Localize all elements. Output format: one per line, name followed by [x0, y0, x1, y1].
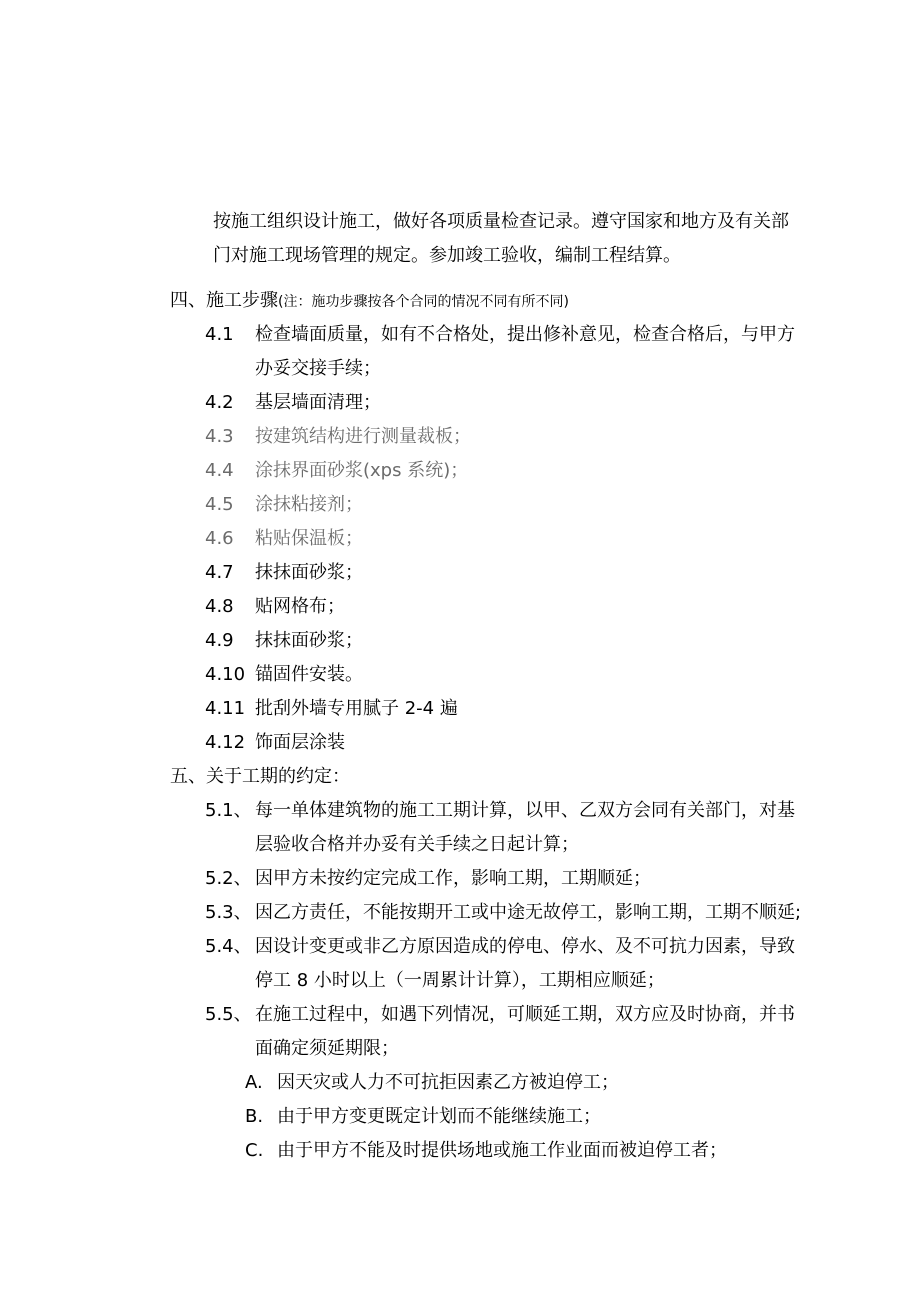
item-text: 每一单体建筑物的施工工期计算，以甲、乙双方会同有关部门，对基	[255, 800, 795, 821]
item-text: 因乙方责任，不能按期开工或中途无故停工，影响工期，工期不顺延;	[255, 902, 802, 923]
step-number: 4.12	[205, 732, 246, 753]
step-number: 4.7	[205, 562, 234, 583]
step-text: 批刮外墙专用腻子 2-4 遍	[255, 698, 458, 719]
step-4-3	[205, 426, 471, 448]
subitem-c	[245, 1140, 727, 1162]
subitem-text: 由于甲方不能及时提供场地或施工作业面而被迫停工者；	[277, 1140, 727, 1161]
step-number: 4.9	[205, 630, 234, 651]
item-number: 5.2、	[205, 868, 252, 889]
step-text: 饰面层涂装	[255, 732, 345, 753]
step-number: 4.11	[205, 698, 246, 719]
subitem-letter: A.	[245, 1072, 263, 1093]
step-text: 抹抹面砂浆；	[255, 562, 363, 583]
intro-line-1: 按施工组织设计施工，做好各项质量检查记录。遵守国家和地方及有关部	[213, 211, 789, 232]
step-text: 检查墙面质量，如有不合格处，提出修补意见，检查合格后，与甲方	[255, 324, 795, 345]
item-5-5-continuation: 面确定须延期限；	[255, 1038, 399, 1059]
step-4-4	[205, 460, 468, 482]
step-4-2	[205, 392, 381, 414]
item-5-2	[205, 868, 651, 890]
item-number: 5.5、	[205, 1004, 252, 1025]
subitem-letter: B.	[245, 1106, 264, 1127]
subitem-text: 因天灾或人力不可抗拒因素乙方被迫停工；	[277, 1072, 619, 1093]
intro-line-2: 门对施工现场管理的规定。参加竣工验收，编制工程结算。	[213, 245, 681, 266]
step-number: 4.10	[205, 664, 246, 685]
step-4-10	[205, 664, 363, 686]
step-4-9	[205, 630, 363, 652]
step-number: 4.2	[205, 392, 234, 413]
item-number: 5.3、	[205, 902, 252, 923]
item-5-4-continuation: 停工 8 小时以上（一周累计计算），工期相应顺延；	[255, 970, 665, 991]
section-4-note: (注：施功步骤按各个合同的情况不同有所不同)	[278, 294, 569, 310]
subitem-letter: C.	[245, 1140, 264, 1161]
step-4-7	[205, 562, 363, 584]
step-text: 抹抹面砂浆；	[255, 630, 363, 651]
section-4-title: 四、施工步骤	[170, 290, 278, 311]
step-text: 涂抹界面砂浆(xps 系统)；	[255, 460, 469, 481]
section-5-title: 五、关于工期的约定：	[170, 766, 350, 787]
step-text: 按建筑结构进行测量裁板；	[255, 426, 471, 447]
item-text: 因甲方未按约定完成工作，影响工期，工期顺延；	[255, 868, 651, 889]
step-text: 贴网格布；	[255, 596, 345, 617]
item-number: 5.1、	[205, 800, 252, 821]
subitem-a	[245, 1072, 619, 1094]
item-number: 5.4、	[205, 936, 252, 957]
step-number: 4.3	[205, 426, 234, 447]
item-5-5	[205, 1004, 795, 1026]
item-text: 因设计变更或非乙方原因造成的停电、停水、及不可抗力因素，导致	[255, 936, 795, 957]
step-4-8	[205, 596, 345, 618]
step-4-5	[205, 494, 363, 516]
step-text: 粘贴保温板；	[255, 528, 363, 549]
step-4-1	[205, 324, 795, 346]
item-5-4	[205, 936, 795, 958]
step-4-12	[205, 732, 345, 754]
item-text: 在施工过程中，如遇下列情况，可顺延工期，双方应及时协商，并书	[255, 1004, 795, 1025]
step-number: 4.1	[205, 324, 234, 345]
item-5-3	[205, 902, 801, 924]
step-text: 涂抹粘接剂；	[255, 494, 363, 515]
subitem-text: 由于甲方变更既定计划而不能继续施工；	[277, 1106, 601, 1127]
item-5-1-continuation: 层验收合格并办妥有关手续之日起计算；	[255, 834, 579, 855]
step-number: 4.5	[205, 494, 234, 515]
step-number: 4.8	[205, 596, 234, 617]
subitem-b	[245, 1106, 601, 1128]
step-text: 锚固件安装。	[255, 664, 363, 685]
step-number: 4.4	[205, 460, 234, 481]
item-5-1	[205, 800, 795, 822]
step-4-6	[205, 528, 363, 550]
section-4-heading	[170, 290, 569, 313]
step-4-1-continuation: 办妥交接手续；	[255, 358, 381, 379]
step-text: 基层墙面清理；	[255, 392, 381, 413]
step-4-11	[205, 698, 458, 720]
step-number: 4.6	[205, 528, 234, 549]
